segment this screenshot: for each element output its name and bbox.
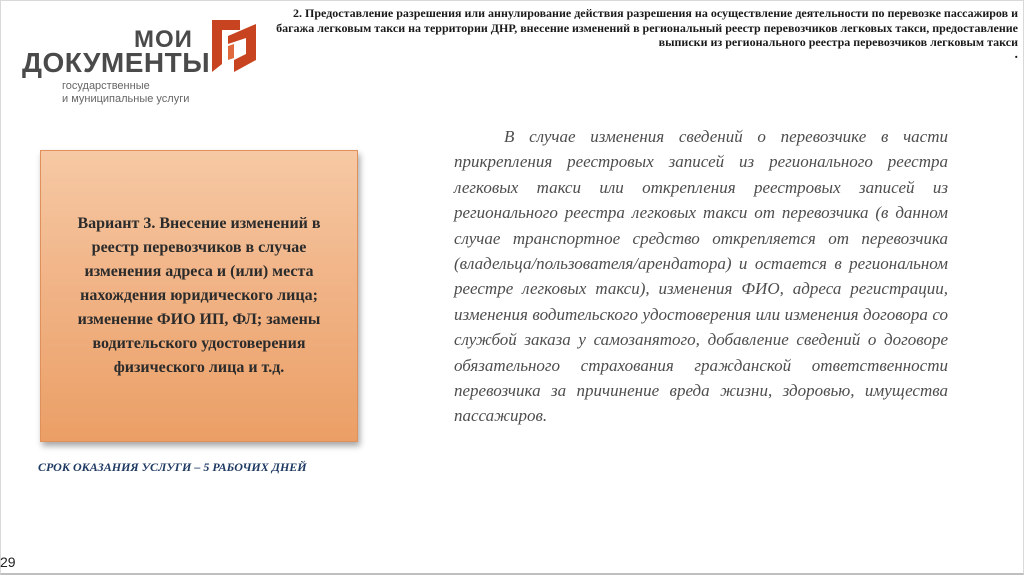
header-title: 2. Предоставление разрешения или аннулирование действия разрешения на осуществление деятельности по перевозке пассажиров и багажа легковым такси на территории ДНР, внесение изменений в региональный реестр перевозчиков легковых такси, предоставление выписки из регионального реестра перевозчиков легковым такси [276,6,1018,49]
moi-dokumenty-logo [22,14,262,114]
header-dot: . [1014,46,1018,62]
logo-subtitle [62,80,222,106]
logo-subtitle-line2: и муниципальные услуги [62,93,190,105]
variant-text: Вариант 3. Внесение изменений в реестр перевозчиков в случае изменения адреса и (или) места нахождения юридического лица; изменение ФИО ИП, ФЛ; замены водительского удостоверения физического лица и т.д. [77,215,321,376]
body-paragraph: В случае изменения сведений о перевозчике в части прикрепления реестровых записей из регионального реестра легковых такси или открепления реестровых записей из регионального реестра легковых такси от перевозчика (в данном случае транспортное средство открепляется от перевозчика (владельца/пользователя/арендатора) и остается в региональном реестре легковых такси), изменения ФИО, адреса регистрации, изменения водительского удостоверения или изменения договора со службой заказа у самозанятого, добавление сведений о договоре обязательного страхования гражданской ответственности перевозчика за причинение вреда жизни, здоровью, имущества пассажиров. [454,127,948,426]
logo-documents-text: ДОКУМЕНТЫ [22,47,211,78]
logo-moi-text: МОИ [134,26,193,53]
slide-header [272,6,1018,60]
variant-box [40,150,358,442]
logo-emblem-icon [208,16,260,74]
logo-subtitle-line1: государственные [62,80,150,92]
page-number: 29 [0,554,16,570]
service-deadline: СРОК ОКАЗАНИЯ УСЛУГИ – 5 РАБОЧИХ ДНЕЙ [38,460,307,474]
